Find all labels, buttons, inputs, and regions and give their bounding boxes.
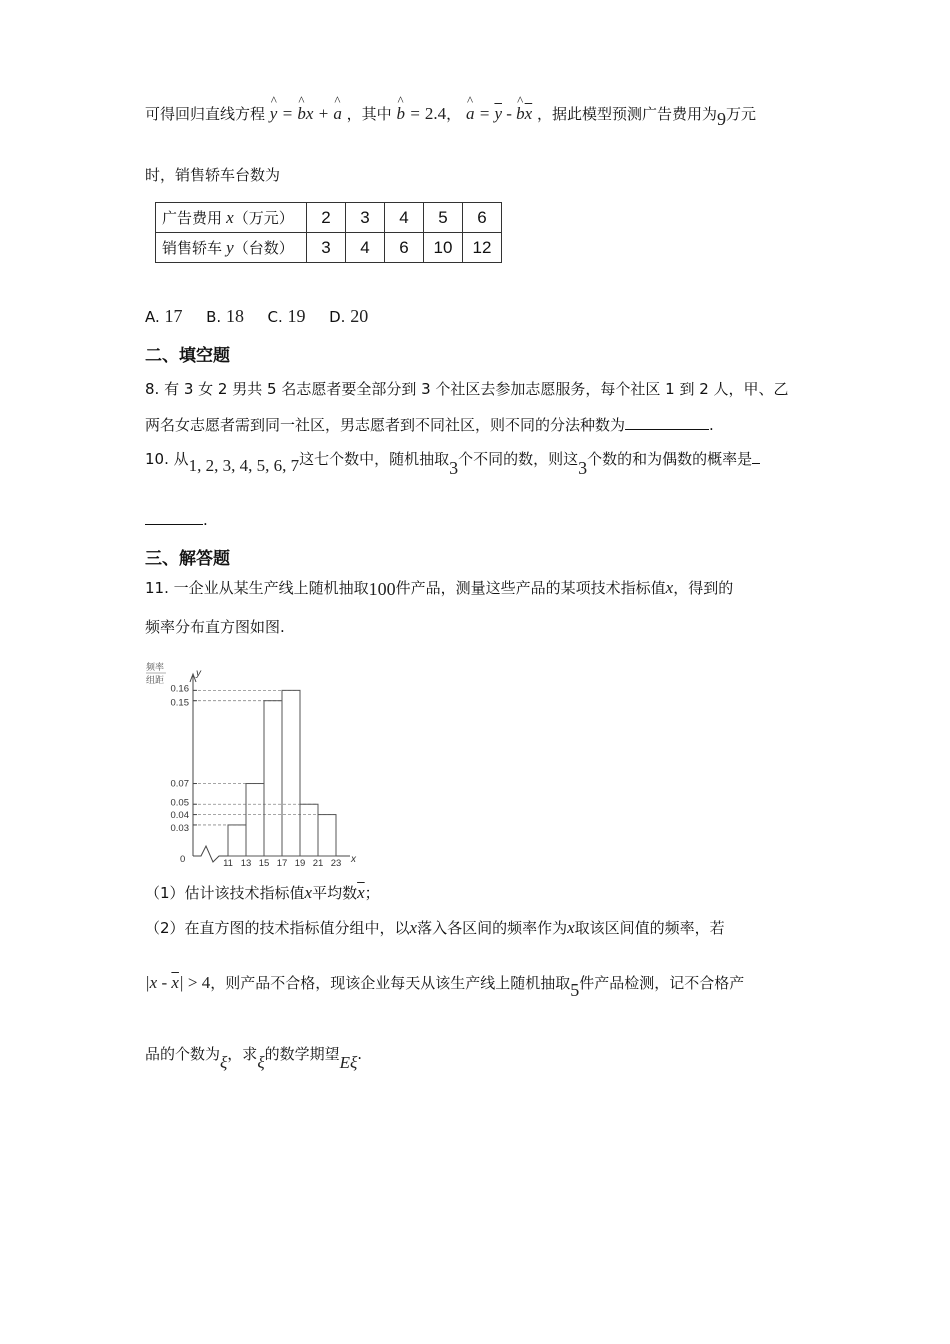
var-x: x [409,918,418,937]
q10-line1 [145,448,760,478]
data-table [155,202,502,263]
a-formula: ^ $a = \overline{y}$ - ^ $b\overline{x}$ [466,104,532,123]
q10-n1: 3 [449,458,459,478]
option-a-label: A. [145,308,160,326]
x-tick-label: 23 [330,858,342,869]
value-5: 5 [570,980,580,1000]
regression-equation: ^ y = ^ bx + ^ a [270,104,342,123]
section3-title: 三、解答题 [145,549,230,569]
q11-part2-line2 [145,972,745,1000]
q7-line1: 可得回归直线方程 ^ y = ^ bx + ^ a ，其中 ^ b = 2.4， ^ $a = \overline{y}$ - ^ $b\overline{x}$ ，据此模型预测广告费用为9万元 [145,103,756,124]
part2-text-a: （2）在直方图的技术指标值分组中，以 [145,919,410,937]
x-tick-label: 21 [312,858,324,869]
q10-text-b: 这七个数中，随机抽取 [299,450,450,468]
table-header-ad-cost: 广告费用 x（万元） [156,203,307,233]
q8-line2-text: 两名女志愿者需到同一社区，男志愿者到不同社区，则不同的分法种数为 [145,416,626,434]
part1-text-b: 平均数 [312,884,358,902]
q11-text-a: 11. 一企业从某生产线上随机抽取 [145,579,369,597]
q8-line1: 8. 有 3 女 2 男共 5 名志愿者要全部分到 3 个社区去参加志愿服务，每个社区 1 到 2 人，甲、乙 [145,380,789,398]
origin-label: 0 [180,854,186,865]
q11-line1 [145,577,733,598]
option-d-label: D. [329,308,346,326]
x-tick-label: 11 [223,858,233,869]
var-x: x [304,883,313,902]
y-tick-label: 0.03 [170,822,189,834]
var-x: x [665,578,674,597]
q7-options [145,306,368,327]
y-tick-label: 0.16 [170,683,189,695]
q7-text-d: 万元 [726,105,757,123]
table-header-sales: 销售轿车 y（台数） [156,233,307,263]
histogram-bar [264,701,282,856]
table-cell: 3 [307,233,346,263]
x-tick-label: 15 [258,858,270,869]
table-cell: 6 [463,203,502,233]
table-cell: 6 [385,233,424,263]
y-tick-label: 0.05 [170,797,189,809]
option-d-value: 20 [350,306,369,326]
x-axis [193,846,350,862]
frequency-histogram [140,658,400,873]
table-row [156,233,502,263]
table-cell: 2 [307,203,346,233]
q10-text-c: 个不同的数，则这 [458,450,579,468]
y-tick-label: 0.15 [170,697,189,709]
table-cell: 12 [463,233,502,263]
var-x: x [567,918,575,937]
part2-text-b: 落入各区间的频率作为 [417,919,568,937]
q10-line2 [145,511,208,529]
mean-x: $\overline{x}$ [357,883,365,902]
q10-text-a: 10. 从 [145,450,189,468]
y-label-numerator: 频率 [146,662,165,672]
option-a-value: 17 [164,306,183,326]
q7-text-b: ，其中 [346,105,392,123]
table-cell: 10 [424,233,463,263]
option-c-label: C. [267,308,283,326]
y-label-denominator: 组距 [146,675,165,685]
table-cell: 3 [346,203,385,233]
table-row [156,203,502,233]
y-tick-label: 0.04 [170,810,189,822]
part2-text-d: ，则产品不合格，现该企业每天从该生产线上随机抽取 [210,974,571,992]
b-value: ^ b = 2.4 [396,104,446,123]
x-tick-label: 17 [276,858,288,869]
y-axis-letter: y [196,668,201,679]
option-b-label: B. [206,308,222,326]
q7-line2: 时，销售轿车台数为 [145,166,281,184]
part3-text-c: 的数学期望 [264,1045,340,1063]
part1-end: ； [364,884,380,902]
part2-text-e: 件产品检测，记不合格产 [579,974,745,992]
q8-line2 [145,414,714,435]
option-b-value: 18 [225,306,244,326]
x-tick-label: 19 [294,858,306,869]
inequality: $|x - \overline{x}| > 4$ [145,973,211,992]
q11-part2-line1 [145,917,725,938]
answer-blank[interactable] [145,524,203,525]
histogram-bar [246,784,264,856]
y-tick-label: 0.07 [170,778,189,790]
q11-text-b: 件产品，测量这些产品的某项技术指标值 [395,579,666,597]
x-axis-label: x [351,854,356,865]
q10-numbers: 1, 2, 3, 4, 5, 6, 7 [188,456,300,475]
q11-text-c: ，得到的 [673,579,734,597]
var-xi: ξ [257,1053,265,1072]
part3-text-b: ，求 [227,1045,258,1063]
q11-line2: 频率分布直方图如图. [145,618,285,636]
histogram-bar [318,815,336,856]
q11-part1 [145,882,380,903]
histogram-bar [282,690,300,856]
x-tick-label: 13 [240,858,252,869]
section2-title: 二、填空题 [145,346,230,366]
histogram-bar [300,804,318,856]
q10-text-d: 个数的和为偶数的概率是 [587,450,753,468]
q7-text-c: ，据此模型预测广告费用为 [536,105,717,123]
table-cell: 4 [385,203,424,233]
expectation: Eξ [339,1053,358,1072]
q10-end: . [203,511,208,529]
q11-part3 [145,1043,363,1072]
value-9: 9 [717,109,726,129]
table-cell: 5 [424,203,463,233]
part2-text-c: 取该区间值的频率，若 [574,919,725,937]
value-100: 100 [368,579,396,599]
part3-text-a: 品的个数为 [145,1045,221,1063]
table-cell: 4 [346,233,385,263]
histogram-bar [228,825,246,856]
part3-end: . [357,1045,363,1063]
q10-n2: 3 [578,458,588,478]
part1-text-a: （1）估计该技术指标值 [145,884,305,902]
answer-blank-start[interactable] [752,463,760,464]
q7-text-a: 可得回归直线方程 [145,105,266,123]
answer-blank[interactable] [625,429,709,430]
var-xi: ξ [220,1053,228,1072]
q8-end: . [709,416,714,434]
option-c-value: 19 [287,306,306,326]
